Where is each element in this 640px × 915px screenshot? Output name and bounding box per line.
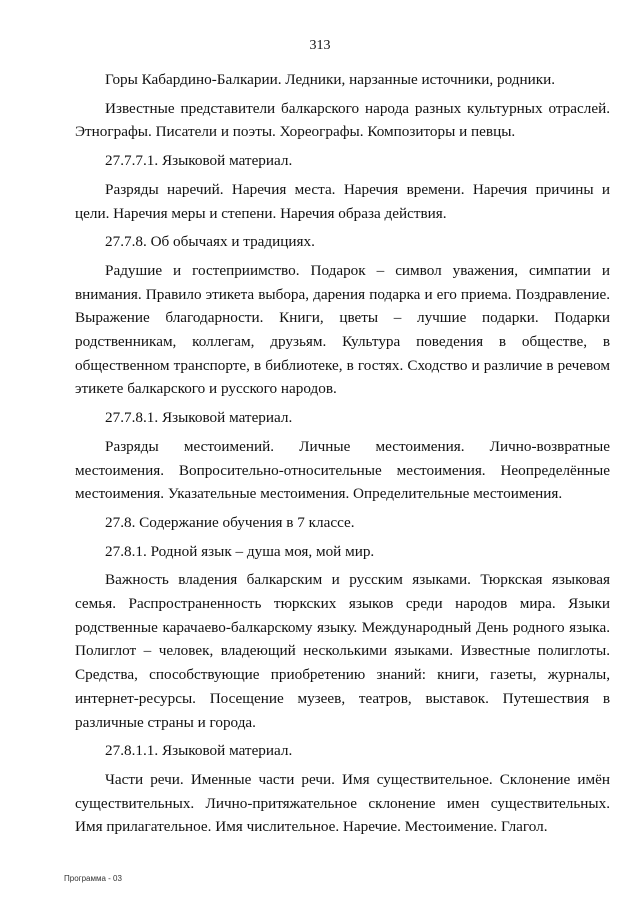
paragraph-famous-people: Известные представители балкарского народа разных культурных отраслей. Этнографы. Писатели и поэты. Хореографы. Композиторы и певцы. — [75, 99, 610, 141]
section-heading-27-7-7-1: 27.7.7.1. Языковой материал. — [105, 152, 293, 170]
section-heading-27-8: 27.8. Содержание обучения в 7 классе. — [105, 513, 355, 531]
section-heading-27-7-8-1: 27.7.8.1. Языковой материал. — [105, 409, 293, 427]
section-heading-27-8-1-1: 27.8.1.1. Языковой материал. — [105, 742, 293, 760]
paragraph-adverbs: Разряды наречий. Наречия места. Наречия времени. Наречия причины и цели. Наречия меры и степени. Наречия образа действия. — [75, 180, 610, 222]
paragraph-mountains: Горы Кабардино-Балкарии. Ледники, нарзанные источники, родники. — [105, 71, 556, 88]
section-heading-27-7-8: 27.7.8. Об обычаях и традициях. — [105, 233, 315, 251]
body-text — [75, 68, 610, 839]
paragraph-pronouns: Разряды местоимений. Личные местоимения. Лично-возвратные местоимения. Вопросительно-относительные местоимения. Неопределённые местоимения. Указательные местоимения. Определительные местоимения. — [75, 437, 610, 503]
paragraph-customs: Радушие и гостеприимство. Подарок – символ уважения, симпатии и внимания. Правило этикета выбора, дарения подарка и его приема. Поздравление. Выражение благодарности. Книги, цветы – лучшие подарки. Подарки родственникам, коллегам, друзьям. Культура поведения в обществе, в общественном транспорте, в библиотеке, в гостях. Сходство и различие в речевом этикете балкарского и русского народов. — [75, 261, 610, 398]
section-heading-27-8-1: 27.8.1. Родной язык – душа моя, мой мир. — [105, 542, 375, 560]
paragraph-parts-of-speech: Части речи. Именные части речи. Имя существительное. Склонение имён существительных. Лично-притяжательное склонение имен существительных. Имя прилагательное. Имя числительное. Наречие. Местоимение. Глагол. — [75, 770, 610, 836]
paragraph-languages: Важность владения балкарским и русским языками. Тюркская языковая семья. Распространенность тюркских языков среди народов мира. Языки родственные карачаево-балкарскому языку. Международный День родного языка. Полиглот – человек, владеющий несколькими языками. Известные полиглоты. Средства, способствующие приобретению знаний: книги, газеты, журналы, интернет-ресурсы. Посещение музеев, театров, выставок. Путешествия в различные страны и города. — [75, 571, 610, 731]
page-number: 313 — [309, 38, 331, 53]
footer-note: Программа - 03 — [64, 874, 122, 883]
